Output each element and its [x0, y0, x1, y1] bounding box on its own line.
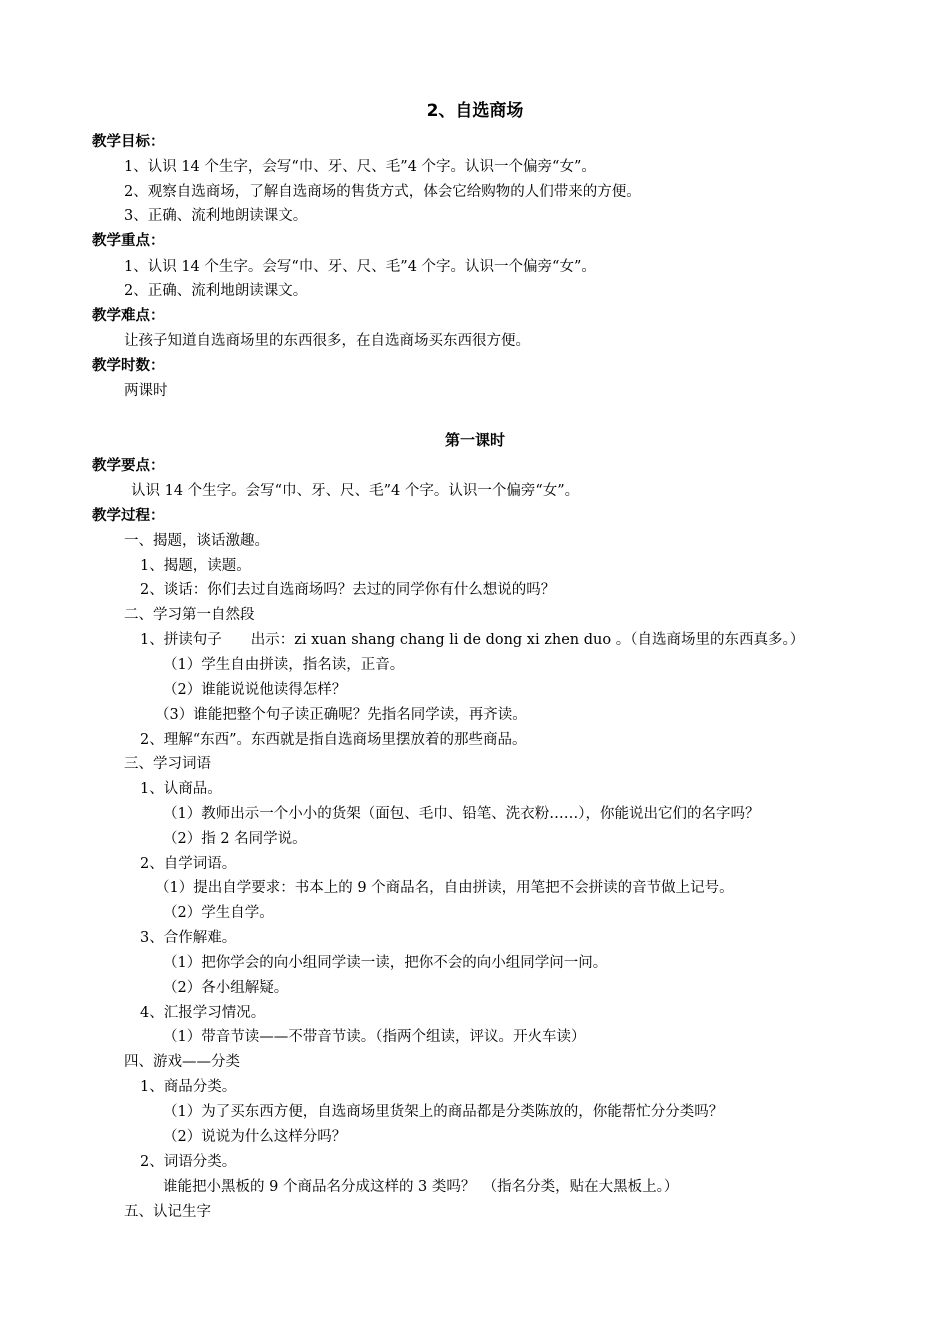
section-heading: 二、学习第一自然段 — [124, 607, 255, 623]
essentials-heading: 教学要点： — [92, 458, 165, 474]
difficulties-text: 让孩子知道自选商场里的东西很多，在自选商场买东西很方便。 — [124, 333, 530, 349]
difficulties-heading: 教学难点： — [92, 308, 165, 324]
substep-line: （1）把你学会的向小组同学读一读，把你不会的向小组同学问一问。 — [163, 955, 608, 971]
substep-line: （2）指 2 名同学说。 — [163, 831, 307, 847]
substep-line: （1）为了买东西方便，自选商场里货架上的商品都是分类陈放的，你能帮忙分分类吗？ — [163, 1104, 724, 1120]
step-line: 4、汇报学习情况。 — [140, 1005, 266, 1021]
process-heading: 教学过程： — [92, 508, 165, 524]
substep-line: （2）学生自学。 — [163, 905, 274, 921]
goals-heading: 教学目标： — [92, 134, 165, 150]
substep-line: （2）各小组解疑。 — [163, 980, 289, 996]
key-point-item: 2、正确、流利地朗读课文。 — [124, 283, 308, 299]
substep-line: （1）学生自由拼读，指名读，正音。 — [163, 657, 405, 673]
section-heading: 四、游戏——分类 — [124, 1054, 240, 1070]
section-heading: 三、学习词语 — [124, 756, 211, 772]
substep-line: （3）谁能把整个句子读正确呢？先指名同学读，再齐读。 — [155, 707, 527, 723]
step-line: 1、认商品。 — [140, 781, 222, 797]
lesson-title: 第一课时 — [444, 431, 505, 449]
step-line: 1、揭题，读题。 — [140, 558, 251, 574]
section-heading: 五、认记生字 — [124, 1204, 211, 1220]
hours-text: 两课时 — [124, 383, 168, 399]
essentials-text: 认识 14 个生字。会写“巾、牙、尺、毛”4 个字。认识一个偏旁“女”。 — [131, 483, 580, 499]
key-points-heading: 教学重点： — [92, 233, 165, 249]
step-line: 3、合作解难。 — [140, 930, 237, 946]
substep-line: （1）带音节读——不带音节读。（指两个组读，评议。开火车读） — [163, 1029, 586, 1045]
substep-line: （1）提出自学要求：书本上的 9 个商品名，自由拼读，用笔把不会拼读的音节做上记号。 — [155, 880, 734, 896]
step-line: 2、理解“东西”。东西就是指自选商场里摆放着的那些商品。 — [140, 732, 527, 748]
goal-item: 1、认识 14 个生字，会写“巾、牙、尺、毛”4 个字。认识一个偏旁“女”。 — [124, 159, 596, 175]
goal-item: 2、观察自选商场，了解自选商场的售货方式，体会它给购物的人们带来的方便。 — [124, 184, 641, 200]
step-line: 2、词语分类。 — [140, 1154, 237, 1170]
step-line: 1、商品分类。 — [140, 1079, 237, 1095]
section-heading: 一、揭题，谈话激趣。 — [124, 533, 269, 549]
substep-line: （1）教师出示一个小小的货架（面包、毛巾、铅笔、洗衣粉……），你能说出它们的名字吗？ — [163, 806, 760, 822]
step-line: 2、谈话：你们去过自选商场吗？去过的同学你有什么想说的吗？ — [140, 582, 556, 598]
hours-heading: 教学时数： — [92, 358, 165, 374]
step-line: 1、拼读句子 出示：zi xuan shang chang li de dong xi zhen duo 。（自选商场里的东西真多。） — [140, 632, 805, 648]
key-point-item: 1、认识 14 个生字。会写“巾、牙、尺、毛”4 个字。认识一个偏旁“女”。 — [124, 259, 596, 275]
substep-line: （2）说说为什么这样分吗？ — [163, 1129, 347, 1145]
substep-line: （2）谁能说说他读得怎样？ — [163, 682, 347, 698]
page-title: 2、自选商场 — [426, 101, 524, 121]
goal-item: 3、正确、流利地朗读课文。 — [124, 208, 308, 224]
substep-line: 谁能把小黑板的 9 个商品名分成这样的 3 类吗？ （指名分类，贴在大黑板上。） — [163, 1179, 679, 1195]
step-line: 2、自学词语。 — [140, 856, 237, 872]
